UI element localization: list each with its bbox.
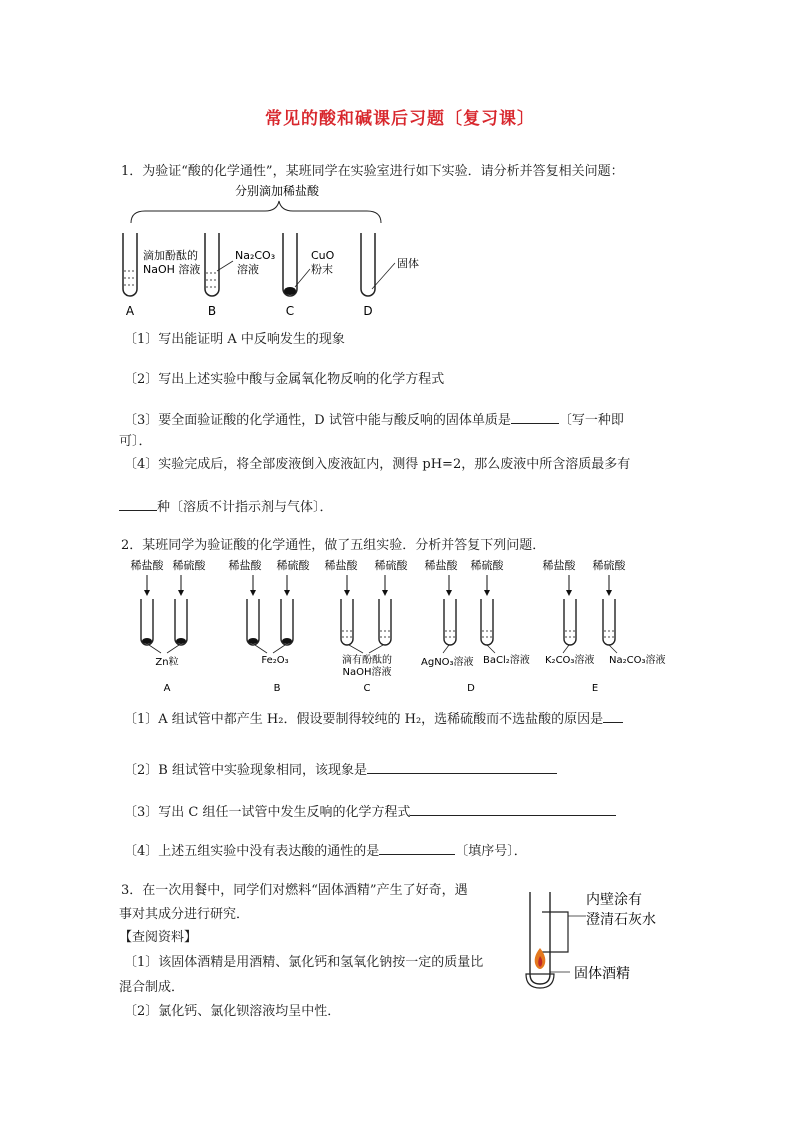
q2-sub2-text: 〔2〕B 组试管中实验现象相同，该现象是 — [124, 763, 367, 778]
q1-sub4-text-b: 种〔溶质不计指示剂与气体〕． — [157, 500, 333, 515]
q2-e-label-2: Na₂CO₃溶液 — [609, 655, 666, 666]
page-title: 常见的酸和碱课后习题〔复习课〕 — [265, 109, 535, 129]
q1-tube-c-label-2: 粉末 — [311, 263, 333, 276]
q1-sub1: 〔1〕写出能证明 A 中反响发生的现象 — [124, 332, 345, 347]
q2-d-tube-2 — [481, 599, 493, 645]
q2-d-label-2: BaCl₂溶液 — [483, 655, 530, 666]
q1-sub3 — [124, 411, 624, 429]
q2-c-acid-1: 稀盐酸 — [324, 559, 358, 572]
q3-label-1: 内壁涂有 — [586, 892, 642, 908]
q2-c-label-2: NaOH溶液 — [342, 667, 392, 678]
q3-item2: 〔2〕氯化钙、氯化钡溶液均呈中性． — [124, 1004, 341, 1019]
q3-label-2: 澄清石灰水 — [586, 912, 656, 928]
q3-heading: 【查阅资料】 — [119, 930, 198, 945]
q2-sub4 — [124, 842, 527, 860]
q1-brace — [131, 201, 381, 223]
q2-e-tube-2 — [603, 599, 615, 645]
q2-sub1-blank[interactable] — [603, 710, 623, 723]
q2-c-tube-2 — [379, 599, 391, 645]
q2-e-acid-2: 稀硫酸 — [592, 559, 626, 572]
q2-a-acid-2: 稀硫酸 — [172, 559, 206, 572]
q2-letter-b: B — [273, 683, 281, 694]
q1-tube-a — [123, 233, 137, 296]
q1-letter-b: B — [207, 304, 217, 318]
q1-letter-c: C — [285, 304, 295, 318]
q1-tube-b-label-1: Na₂CO₃ — [235, 249, 276, 262]
q1-sub3-text-b: 〔写一种即 — [558, 413, 624, 428]
q2-stem: 2．某班同学为验证酸的化学通性，做了五组实验．分析并答复下列问题． — [121, 538, 546, 553]
q3-item1-cont: 混合制成． — [119, 980, 185, 995]
q1-sub2: 〔2〕写出上述实验中酸与金属氧化物反响的化学方程式 — [124, 372, 445, 387]
q2-b-acid-1: 稀盐酸 — [228, 559, 262, 572]
q2-d-acid-2: 稀硫酸 — [470, 559, 504, 572]
q1-figure — [115, 183, 445, 323]
q3-beaker — [530, 892, 550, 984]
q2-sub2 — [124, 761, 557, 779]
q1-tube-c-label-1: CuO — [311, 249, 335, 262]
q2-d-label-1: AgNO₃溶液 — [421, 657, 474, 668]
q2-c-label-1: 滴有酚酞的 — [342, 655, 392, 666]
q1-stem: 1．为验证“酸的化学通性”，某班同学在实验室进行如下实验．请分析并答复相关问题： — [121, 164, 624, 179]
q1-sub3-blank[interactable] — [511, 411, 559, 424]
q2-c-tube-1 — [341, 599, 353, 645]
q3-item1: 〔1〕该固体酒精是用酒精、氯化钙和氢氧化钠按一定的质量比 — [124, 955, 484, 970]
q2-b-label: Fe₂O₃ — [261, 655, 289, 666]
q1-sub4-blank[interactable] — [119, 498, 157, 511]
q1-tube-a-label-2: NaOH 溶液 — [143, 263, 201, 276]
q2-letter-c: C — [363, 683, 371, 694]
q3-label-3: 固体酒精 — [574, 966, 630, 982]
q3-stem-1: 3．在一次用餐中，同学们对燃料“固体酒精”产生了好奇，遇 — [121, 883, 468, 898]
q1-tube-d — [361, 233, 375, 296]
q2-b-acid-2: 稀硫酸 — [276, 559, 310, 572]
q2-a-label: Zn粒 — [155, 657, 179, 668]
q1-letter-d: D — [363, 304, 373, 318]
q2-figure — [115, 557, 715, 697]
q2-c-acid-2: 稀硫酸 — [374, 559, 408, 572]
q1-sub4: 〔4〕实验完成后，将全部废液倒入废液缸内，测得 pH=2，那么废液中所含溶质最多有 — [124, 457, 631, 472]
q2-e-acid-1: 稀盐酸 — [542, 559, 576, 572]
q2-letter-e: E — [591, 683, 599, 694]
q2-e-label-1: K₂CO₃溶液 — [545, 655, 595, 666]
q2-d-tube-1 — [444, 599, 456, 645]
q3-figure — [520, 884, 690, 994]
q2-sub4-blank[interactable] — [379, 842, 455, 855]
q2-sub4-text-a: 〔4〕上述五组实验中没有表达酸的通性的是 — [124, 844, 380, 859]
q2-d-acid-1: 稀盐酸 — [424, 559, 458, 572]
q2-sub2-blank[interactable] — [367, 761, 557, 774]
q2-sub4-text-b: 〔填序号〕． — [455, 844, 527, 859]
q1-tube-d-label: 固体 — [397, 257, 419, 270]
q2-a-acid-1: 稀盐酸 — [130, 559, 164, 572]
q1-sub4-cont — [119, 498, 333, 516]
q2-sub1 — [124, 710, 623, 728]
q1-letter-a: A — [125, 304, 135, 318]
q2-letter-d: D — [467, 683, 475, 694]
q1-cuo-powder — [284, 287, 296, 295]
q2-sub1-text: 〔1〕A 组试管中都产生 H₂．假设要制得较纯的 H₂，选稀硫酸而不选盐酸的原因是 — [124, 712, 604, 727]
q1-tube-b-label-2: 溶液 — [237, 263, 259, 276]
q2-letter-a: A — [163, 683, 171, 694]
q2-sub3-text: 〔3〕写出 C 组任一试管中发生反响的化学方程式 — [124, 805, 411, 820]
q2-sub3-blank[interactable] — [410, 803, 616, 816]
q2-sub3 — [124, 803, 616, 821]
q1-tube-a-label-1: 滴加酚酞的 — [143, 249, 198, 262]
q3-inverted-tube — [542, 912, 568, 952]
q1-brace-label: 分别滴加稀盐酸 — [234, 184, 320, 198]
q2-e-tube-1 — [564, 599, 576, 645]
q1-sub3-cont: 可〕． — [119, 434, 152, 449]
q3-stem-2: 事对其成分进行研究． — [119, 907, 250, 922]
q1-sub3-text-a: 〔3〕要全面验证酸的化学通性，D 试管中能与酸反响的固体单质是 — [124, 413, 511, 428]
